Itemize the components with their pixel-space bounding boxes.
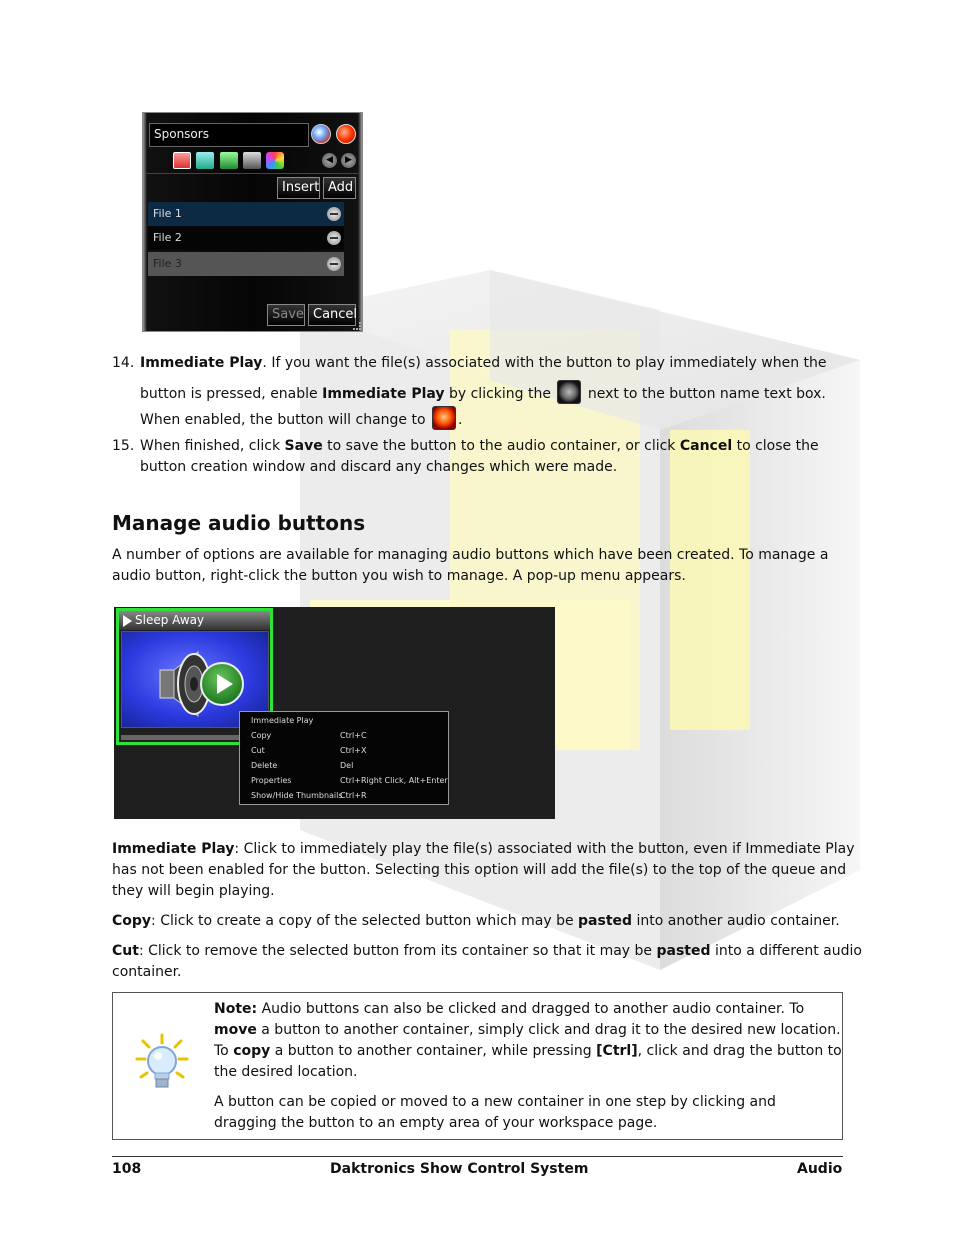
note-box xyxy=(112,992,843,1140)
save-button[interactable]: Save xyxy=(267,304,305,326)
definition-immediate-line-1 xyxy=(112,839,855,860)
definition-cut-line-1 xyxy=(112,941,862,962)
lightbulb-icon xyxy=(131,1033,193,1097)
remove-icon[interactable] xyxy=(327,257,341,271)
text: next to the button name text box. xyxy=(583,386,826,402)
file-row[interactable] xyxy=(148,226,344,250)
clapper-icon[interactable] xyxy=(243,152,261,169)
menu-shortcut: Ctrl+C xyxy=(340,731,367,740)
menu-item-properties[interactable]: Properties xyxy=(251,776,292,785)
divider xyxy=(147,173,358,174)
note-paragraph-2-line-1: A button can be copied or moved to a new container in one step by clicking and xyxy=(214,1094,776,1110)
play-icon xyxy=(123,615,132,627)
menu-shortcut: Del xyxy=(340,761,354,770)
term: copy xyxy=(233,1043,271,1059)
remove-icon[interactable] xyxy=(327,231,341,245)
section-heading: Manage audio buttons xyxy=(112,511,366,535)
button-name-input[interactable]: Sponsors xyxy=(149,123,309,147)
text: Audio buttons can also be clicked and dragged to another audio container. To xyxy=(257,1001,805,1017)
record-icon[interactable] xyxy=(336,124,356,144)
immediate-play-icon[interactable] xyxy=(311,124,331,144)
context-menu xyxy=(239,711,449,805)
step-14-line-2 xyxy=(140,380,826,405)
step-15-line-1 xyxy=(140,436,819,457)
color-palette-icon[interactable] xyxy=(266,152,284,169)
chevron-left-icon[interactable]: ◀ xyxy=(322,153,337,168)
text: : Click to remove the selected button from its container so that it may be xyxy=(138,943,657,959)
audio-button-dialog-screenshot xyxy=(142,112,363,332)
term: Cancel xyxy=(679,438,733,454)
text: a button to another container, while pressing xyxy=(270,1043,597,1059)
term: Copy xyxy=(112,913,152,929)
film-icon[interactable] xyxy=(220,152,238,169)
section-intro-line-1: A number of options are available for managing audio buttons which have been created. To manage a xyxy=(112,547,829,563)
file-name: File 1 xyxy=(153,207,182,220)
definition-copy xyxy=(112,911,840,932)
text: To xyxy=(214,1043,234,1059)
context-menu-screenshot xyxy=(114,607,555,819)
add-button[interactable]: Add xyxy=(323,177,356,199)
note-line-3 xyxy=(214,1041,842,1062)
chevron-right-icon[interactable]: ▶ xyxy=(341,153,356,168)
tile-title: Sleep Away xyxy=(135,613,205,627)
text: : Click to immediately play the file(s) associated with the button, even if Immediate Play xyxy=(234,841,855,857)
menu-item-copy[interactable]: Copy xyxy=(251,731,272,740)
cancel-button[interactable]: Cancel xyxy=(308,304,356,326)
footer-divider xyxy=(112,1156,843,1157)
step-14-line-1 xyxy=(140,353,827,374)
term: pasted xyxy=(656,943,711,959)
step-number: 15. xyxy=(112,438,135,454)
text: button is pressed, enable xyxy=(140,386,323,402)
insert-button[interactable]: Insert xyxy=(277,177,320,199)
term: Immediate Play xyxy=(140,355,263,371)
remove-icon[interactable] xyxy=(327,207,341,221)
text: When finished, click xyxy=(140,438,285,454)
note-paragraph-2-line-2: dragging the button to an empty area of your workspace page. xyxy=(214,1115,658,1131)
folder-icon[interactable] xyxy=(173,152,191,169)
section-name: Audio xyxy=(797,1161,843,1177)
immediate-play-off-icon xyxy=(557,380,581,404)
section-intro-line-2: audio button, right-click the button you wish to manage. A pop-up menu appears. xyxy=(112,568,686,584)
text: When enabled, the button will change to xyxy=(140,412,430,428)
step-14-line-3 xyxy=(140,406,462,431)
definition-immediate-line-2: has not been enabled for the button. Selecting this option will add the file(s) to the top of the queue and xyxy=(112,862,847,878)
term: Save xyxy=(284,438,323,454)
menu-item-immediate-play[interactable]: Immediate Play xyxy=(251,716,314,725)
step-15-line-2: button creation window and discard any changes which were made. xyxy=(140,459,618,475)
text: to close the xyxy=(732,438,819,454)
file-row[interactable] xyxy=(148,202,344,226)
key: [Ctrl] xyxy=(596,1043,638,1059)
menu-item-delete[interactable]: Delete xyxy=(251,761,278,770)
step-number: 14. xyxy=(112,355,135,371)
menu-shortcut: Ctrl+R xyxy=(340,791,367,800)
text: . xyxy=(458,412,463,428)
image-icon[interactable] xyxy=(196,152,214,169)
text: , click and drag the button to xyxy=(637,1043,842,1059)
immediate-play-on-icon xyxy=(432,406,456,430)
play-button-icon xyxy=(200,662,244,706)
resize-grip-icon[interactable] xyxy=(353,322,361,330)
menu-item-show-hide-thumbnails[interactable]: Show/Hide Thumbnails xyxy=(251,791,343,800)
term: Cut xyxy=(112,943,139,959)
page-number: 108 xyxy=(112,1161,142,1177)
document-title: Daktronics Show Control System xyxy=(330,1161,589,1177)
tile-header xyxy=(119,611,270,630)
note-line-2 xyxy=(214,1020,841,1041)
text: by clicking the xyxy=(444,386,556,402)
menu-shortcut: Ctrl+Right Click, Alt+Enter xyxy=(340,776,448,785)
definition-cut-line-2: container. xyxy=(112,964,182,980)
term: pasted xyxy=(578,913,633,929)
definition-immediate-line-3: they will begin playing. xyxy=(112,883,275,899)
text: into another audio container. xyxy=(632,913,840,929)
menu-item-cut[interactable]: Cut xyxy=(251,746,265,755)
menu-shortcut: Ctrl+X xyxy=(340,746,367,755)
note-line-1 xyxy=(214,999,804,1020)
text: : Click to create a copy of the selected button which may be xyxy=(151,913,579,929)
note-line-4: the desired location. xyxy=(214,1064,358,1080)
file-row[interactable] xyxy=(148,252,344,276)
file-name: File 2 xyxy=(153,231,182,244)
term: move xyxy=(214,1022,257,1038)
term: Immediate Play xyxy=(112,841,235,857)
note-label: Note: xyxy=(214,1001,258,1017)
text: to save the button to the audio container, or click xyxy=(322,438,680,454)
text: . If you want the file(s) associated with the button to play immediately when the xyxy=(262,355,827,371)
text: into a different audio xyxy=(710,943,862,959)
file-name: File 3 xyxy=(153,257,182,270)
text: a button to another container, simply click and drag it to the desired new location. xyxy=(256,1022,841,1038)
term: Immediate Play xyxy=(322,386,445,402)
